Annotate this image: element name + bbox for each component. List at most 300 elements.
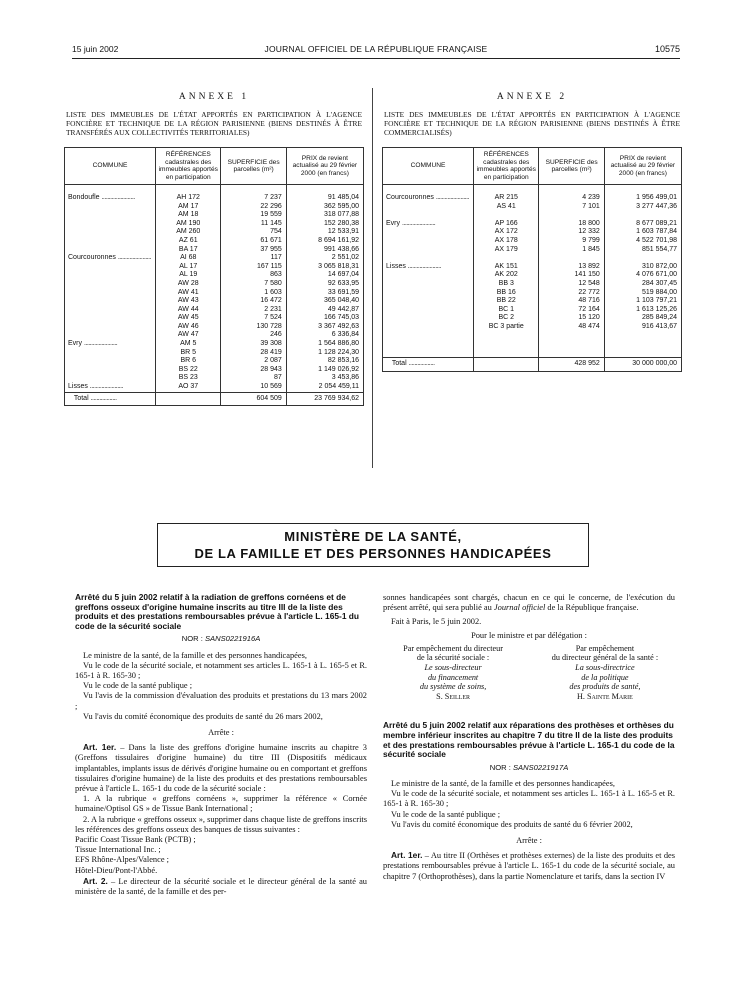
decree-2-visa-3: Vu l'avis du comité économique des produits de santé du 6 février 2002, xyxy=(391,819,633,829)
decree-2-preamble: Le ministre de la santé, de la famille et des personnes handicapées, xyxy=(391,778,615,788)
column-divider xyxy=(372,88,373,468)
spacer-cell xyxy=(604,349,681,358)
commune-cell xyxy=(65,331,156,340)
total-surface: 604 509 xyxy=(221,392,286,406)
price-cell: 166 745,03 xyxy=(286,314,363,323)
reference-cell: AL 17 xyxy=(156,263,221,272)
signatory-name: H. Sainte Marie xyxy=(576,691,633,701)
signature-title: du financement xyxy=(427,672,479,682)
surface-cell: 12 548 xyxy=(539,280,604,289)
price-cell: 310 872,00 xyxy=(604,263,681,272)
col-header-commune: COMMUNE xyxy=(383,148,474,185)
spacer-row xyxy=(383,254,682,263)
price-cell: 318 077,88 xyxy=(286,211,363,220)
spacer-cell xyxy=(383,349,474,358)
spacer-cell xyxy=(474,211,539,220)
bank-item: Tissue International Inc. ; xyxy=(75,845,161,855)
annex-1-description: LISTE DES IMMEUBLES DE L'ÉTAT APPORTÉS EN PARTICIPATION À L'AGENCE FONCIÈRE ET TECHNIQUE DE LA RÉGION PARISIENNE (BIENS DESTINÉS À ÊTRE TRANSFÉRÉS AUX COLLECTIVITÉS TERRITORIALES) xyxy=(66,110,362,137)
spacer-cell xyxy=(539,211,604,220)
commune-cell xyxy=(383,289,474,298)
decree-1-arrete: Arrête : xyxy=(208,728,234,737)
spacer-cell xyxy=(539,349,604,358)
spacer-cell xyxy=(539,185,604,194)
spacer-cell xyxy=(383,254,474,263)
price-cell: 916 413,67 xyxy=(604,323,681,332)
spacer-cell xyxy=(539,340,604,349)
commune-cell: Bondoufle ....................... xyxy=(65,194,156,203)
table-row xyxy=(65,383,364,392)
spacer-cell xyxy=(604,340,681,349)
bank-item: EFS Rhône-Alpes/Valence ; xyxy=(75,855,169,865)
reference-cell: AX 179 xyxy=(474,246,539,255)
price-cell: 8 694 161,92 xyxy=(286,237,363,246)
reference-cell: AW 41 xyxy=(156,289,221,298)
commune-cell xyxy=(383,203,474,212)
decree-1 xyxy=(75,593,367,897)
reference-cell: BC 2 xyxy=(474,314,539,323)
signature-title: de la politique xyxy=(581,672,629,682)
spacer-row xyxy=(383,340,682,349)
surface-cell: 28 419 xyxy=(221,349,286,358)
price-cell: 14 697,04 xyxy=(286,271,363,280)
signature-left xyxy=(383,644,523,702)
surface-cell: 130 728 xyxy=(221,323,286,332)
table-row xyxy=(65,211,364,220)
header-page-number: 10575 xyxy=(654,44,680,54)
spacer-cell xyxy=(221,185,286,194)
ministry-banner xyxy=(157,523,589,567)
table-row xyxy=(383,306,682,315)
surface-cell: 37 955 xyxy=(221,246,286,255)
spacer-row xyxy=(383,331,682,340)
page-header xyxy=(72,44,680,58)
commune-cell: Courcouronnes ....................... xyxy=(383,194,474,203)
spacer-cell xyxy=(474,340,539,349)
surface-cell: 22 296 xyxy=(221,203,286,212)
table-row xyxy=(65,340,364,349)
table-row xyxy=(65,263,364,272)
spacer-row xyxy=(383,185,682,194)
spacer-cell xyxy=(383,331,474,340)
article-text: sonnes handicapées sont chargés, chacun en ce qui le concerne, de l'exécution du présent arrêté, qui sera publié au xyxy=(383,593,675,613)
surface-cell: 7 237 xyxy=(221,194,286,203)
table-row xyxy=(383,297,682,306)
bank-item: Pacific Coast Tissue Bank (PCTB) ; xyxy=(75,835,196,845)
spacer-cell xyxy=(604,331,681,340)
price-cell: 1 956 499,01 xyxy=(604,194,681,203)
table-row xyxy=(383,314,682,323)
total-row xyxy=(65,392,364,406)
surface-cell: 2 087 xyxy=(221,357,286,366)
surface-cell: 863 xyxy=(221,271,286,280)
price-cell: 362 595,00 xyxy=(286,203,363,212)
surface-cell: 7 101 xyxy=(539,203,604,212)
spacer-cell xyxy=(156,185,221,194)
table-row xyxy=(383,203,682,212)
price-cell: 4 076 671,00 xyxy=(604,271,681,280)
leader-dots: ....................... xyxy=(83,340,118,348)
surface-cell: 9 799 xyxy=(539,237,604,246)
table-row xyxy=(65,237,364,246)
signature-title: des produits de santé, xyxy=(569,682,641,692)
signature-line: Par empêchement du directeur xyxy=(403,643,503,653)
surface-cell: 4 239 xyxy=(539,194,604,203)
annex-2 xyxy=(382,92,682,372)
price-cell: 91 485,04 xyxy=(286,194,363,203)
price-cell: 6 336,84 xyxy=(286,331,363,340)
commune-cell xyxy=(65,357,156,366)
spacer-cell xyxy=(604,211,681,220)
article-text-end: de la République française. xyxy=(545,603,639,613)
decree-2-nor xyxy=(383,763,675,773)
reference-cell: AK 202 xyxy=(474,271,539,280)
table-row xyxy=(383,194,682,203)
done-at: Fait à Paris, le 5 juin 2002. xyxy=(391,617,482,627)
article-label: Art. 1er. xyxy=(83,742,117,753)
signature-title: La sous-directrice xyxy=(575,663,635,672)
table-row xyxy=(65,306,364,315)
table-row xyxy=(65,289,364,298)
price-cell: 3 065 818,31 xyxy=(286,263,363,272)
table-row xyxy=(383,289,682,298)
annex-2-title: ANNEXE 2 xyxy=(496,92,568,102)
surface-cell: 2 231 xyxy=(221,306,286,315)
bank-item: Hôtel-Dieu/Pont-l'Abbé. xyxy=(75,865,158,875)
price-cell: 49 442,87 xyxy=(286,306,363,315)
commune-cell xyxy=(383,228,474,237)
surface-cell: 15 120 xyxy=(539,314,604,323)
table-row xyxy=(65,314,364,323)
commune-cell xyxy=(383,323,474,332)
price-cell: 3 453,86 xyxy=(286,374,363,383)
reference-cell: AW 43 xyxy=(156,297,221,306)
decree-1-preamble: Le ministre de la santé, de la famille et des personnes handicapées, xyxy=(83,650,307,660)
reference-cell: AW 28 xyxy=(156,280,221,289)
reference-cell: AP 166 xyxy=(474,220,539,229)
commune-cell xyxy=(65,289,156,298)
decree-1-article-1 xyxy=(75,742,367,794)
price-cell: 33 691,59 xyxy=(286,289,363,298)
surface-cell: 18 800 xyxy=(539,220,604,229)
col-header-price: PRIX de revient actualisé au 29 février 2000 (en francs) xyxy=(286,148,363,185)
price-cell: 1 564 886,80 xyxy=(286,340,363,349)
decree-1-article-2 xyxy=(75,876,367,897)
commune-cell: Courcouronnes ....................... xyxy=(65,254,156,263)
price-cell: 82 853,16 xyxy=(286,357,363,366)
spacer-cell xyxy=(474,331,539,340)
commune-cell xyxy=(65,323,156,332)
table-row xyxy=(65,271,364,280)
surface-cell: 117 xyxy=(221,254,286,263)
annex-1-title: ANNEXE 1 xyxy=(178,92,250,102)
spacer-row xyxy=(65,185,364,194)
reference-cell: AO 37 xyxy=(156,383,221,392)
decree-2-visa-1: Vu le code de la sécurité sociale, et notamment ses articles L. 165-1 à L. 165-5 et R. 165-1 à R. 165-30 ; xyxy=(383,789,675,809)
reference-cell: AW 45 xyxy=(156,314,221,323)
price-cell: 3 277 447,36 xyxy=(604,203,681,212)
decree-1-item-1: 1. A la rubrique « greffons cornéens », supprimer la référence « Cornée humaine/Optisol GS » de Tissue Bank International ; xyxy=(75,794,367,814)
decree-1-title: Arrêté du 5 juin 2002 relatif à la radiation de greffons cornéens et de greffons osseux d'origine humaine inscrits au titre III de la liste des produits et des prestations remboursables prévue à l'article L. 165-1 du code de la sécurité sociale xyxy=(75,592,360,631)
nor-label: NOR : xyxy=(181,634,203,644)
price-cell: 1 613 125,26 xyxy=(604,306,681,315)
commune-cell xyxy=(65,228,156,237)
commune-cell: Evry ....................... xyxy=(65,340,156,349)
decree-2-arrete: Arrête : xyxy=(516,835,542,845)
total-label: Total .................. xyxy=(65,392,156,406)
article-label: Art. 2. xyxy=(83,875,108,886)
price-cell: 152 280,38 xyxy=(286,220,363,229)
surface-cell: 22 772 xyxy=(539,289,604,298)
signature-line: Par empêchement xyxy=(575,643,635,653)
total-price: 23 769 934,62 xyxy=(286,392,363,406)
reference-cell: BC 1 xyxy=(474,306,539,315)
price-cell: 851 554,77 xyxy=(604,246,681,255)
table-row xyxy=(65,203,364,212)
table-row xyxy=(65,357,364,366)
article-text: – Au titre II (Orthèses et prothèses externes) de la liste des produits et des prestations remboursables prévue à l'article L. 165-1 du code de la sécurité sociale, au chapitre 7 (Orthoprothèses), dans la partie Nomenclature et tarifs, dans la section IV xyxy=(383,851,675,881)
table-row xyxy=(65,194,364,203)
commune-cell xyxy=(383,237,474,246)
commune-cell xyxy=(383,271,474,280)
total-label: Total .................. xyxy=(383,358,474,372)
leader-dots: .................. xyxy=(408,360,435,368)
commune-cell xyxy=(65,203,156,212)
price-cell: 284 307,45 xyxy=(604,280,681,289)
commune-cell xyxy=(65,314,156,323)
col-header-surface: SUPERFICIE des parcelles (m²) xyxy=(221,148,286,185)
commune-cell xyxy=(65,349,156,358)
surface-cell: 72 164 xyxy=(539,306,604,315)
reference-cell: BS 22 xyxy=(156,366,221,375)
reference-cell: AZ 61 xyxy=(156,237,221,246)
table-row xyxy=(65,331,364,340)
table-row xyxy=(65,280,364,289)
table-row xyxy=(65,246,364,255)
spacer-cell xyxy=(604,185,681,194)
col-header-references: RÉFÉRENCES cadastrales des immeubles apportés en participation xyxy=(156,148,221,185)
decree-1-visa-4: Vu l'avis du comité économique des produits de santé du 26 mars 2002, xyxy=(83,711,323,721)
leader-dots: ....................... xyxy=(435,193,470,201)
decree-1-nor xyxy=(75,634,367,644)
spacer-cell xyxy=(474,254,539,263)
commune-cell xyxy=(383,306,474,315)
commune-cell xyxy=(65,246,156,255)
spacer-cell xyxy=(383,340,474,349)
signature-title: du système de soins, xyxy=(419,682,487,692)
commune-cell xyxy=(65,271,156,280)
reference-cell: BB 3 xyxy=(474,280,539,289)
price-cell: 12 533,91 xyxy=(286,228,363,237)
ministry-line-1: MINISTÈRE DE LA SANTÉ, xyxy=(284,529,462,544)
table-row xyxy=(383,246,682,255)
surface-cell: 39 308 xyxy=(221,340,286,349)
col-header-price: PRIX de revient actualisé au 29 février 2000 (en francs) xyxy=(604,148,681,185)
spacer-row xyxy=(383,349,682,358)
signatory-name: S. Seiller xyxy=(436,691,471,701)
table-row xyxy=(65,323,364,332)
commune-cell xyxy=(65,366,156,375)
surface-cell: 7 524 xyxy=(221,314,286,323)
nor-code: SANS0221916A xyxy=(204,634,261,644)
total-row xyxy=(383,358,682,372)
decree-1-article-2-end xyxy=(383,593,675,613)
table-row xyxy=(383,271,682,280)
surface-cell: 28 943 xyxy=(221,366,286,375)
signature-line: de la sécurité sociale : xyxy=(416,653,490,663)
reference-cell: BS 23 xyxy=(156,374,221,383)
leader-dots: ....................... xyxy=(117,254,152,262)
surface-cell: 13 892 xyxy=(539,263,604,272)
price-cell: 1 128 224,30 xyxy=(286,349,363,358)
delegation: Pour le ministre et par délégation : xyxy=(471,630,587,640)
price-cell: 4 522 701,98 xyxy=(604,237,681,246)
header-rule xyxy=(72,58,680,59)
col-header-surface: SUPERFICIE des parcelles (m²) xyxy=(539,148,604,185)
price-cell: 285 849,24 xyxy=(604,314,681,323)
price-cell: 2 054 459,11 xyxy=(286,383,363,392)
surface-cell: 10 569 xyxy=(221,383,286,392)
surface-cell: 87 xyxy=(221,374,286,383)
decree-1-continuation xyxy=(383,593,675,882)
surface-cell: 48 474 xyxy=(539,323,604,332)
table-row xyxy=(65,349,364,358)
reference-cell: BR 5 xyxy=(156,349,221,358)
decree-1-visa-2: Vu le code de la santé publique ; xyxy=(83,681,193,691)
signature-line: du directeur général de la santé : xyxy=(551,653,659,663)
commune-cell xyxy=(65,280,156,289)
article-text: – Le directeur de la sécurité sociale et le directeur général de la santé au ministère de la santé, de la famille et des per- xyxy=(75,876,367,897)
header-date: 15 juin 2002 xyxy=(72,44,119,54)
decree-1-visa-3: Vu l'avis de la commission d'évaluation des produits et prestations du 13 mars 2002 ; xyxy=(75,691,367,711)
surface-cell: 16 472 xyxy=(221,297,286,306)
price-cell: 92 633,95 xyxy=(286,280,363,289)
price-cell: 1 149 026,92 xyxy=(286,366,363,375)
reference-cell: AM 190 xyxy=(156,220,221,229)
spacer-cell xyxy=(286,185,363,194)
commune-cell xyxy=(383,246,474,255)
table-row xyxy=(65,297,364,306)
price-cell: 8 677 089,21 xyxy=(604,220,681,229)
signature-title: Le sous-directeur xyxy=(424,663,482,672)
leader-dots: ....................... xyxy=(401,219,436,227)
surface-cell: 246 xyxy=(221,331,286,340)
surface-cell: 48 716 xyxy=(539,297,604,306)
table-row xyxy=(383,280,682,289)
spacer-cell xyxy=(474,185,539,194)
commune-cell xyxy=(65,306,156,315)
commune-cell xyxy=(383,297,474,306)
leader-dots: ....................... xyxy=(89,383,124,391)
journal-officiel-ref: Journal officiel xyxy=(493,603,546,613)
price-cell: 1 603 787,84 xyxy=(604,228,681,237)
reference-cell: AK 151 xyxy=(474,263,539,272)
table-row xyxy=(65,366,364,375)
spacer-cell xyxy=(65,185,156,194)
leader-dots: ....................... xyxy=(407,262,442,270)
surface-cell: 12 332 xyxy=(539,228,604,237)
table-row xyxy=(65,374,364,383)
reference-cell: BA 17 xyxy=(156,246,221,255)
col-header-commune: COMMUNE xyxy=(65,148,156,185)
commune-cell xyxy=(65,263,156,272)
decree-2-title: Arrêté du 5 juin 2002 relatif aux réparations des prothèses et orthèses du membre inférieur inscrites au chapitre 7 du titre II de la liste des produits et des prestations remboursables prévue à l'article L. 165-1 du code de la sécurité sociale xyxy=(383,720,675,760)
table-row xyxy=(383,220,682,229)
reference-cell: AR 215 xyxy=(474,194,539,203)
surface-cell: 11 145 xyxy=(221,220,286,229)
table-row xyxy=(65,254,364,263)
surface-cell: 19 559 xyxy=(221,211,286,220)
table-row xyxy=(65,220,364,229)
nor-code: SANS0221917A xyxy=(512,762,569,772)
reference-cell: AW 47 xyxy=(156,331,221,340)
col-header-references: RÉFÉRENCES cadastrales des immeubles apportés en participation xyxy=(474,148,539,185)
spacer-cell xyxy=(383,211,474,220)
surface-cell: 1 845 xyxy=(539,246,604,255)
commune-cell xyxy=(65,237,156,246)
reference-cell: BC 3 partie xyxy=(474,323,539,332)
spacer-cell xyxy=(604,254,681,263)
commune-cell xyxy=(65,374,156,383)
total-price: 30 000 000,00 xyxy=(604,358,681,372)
commune-cell: Lisses ....................... xyxy=(383,263,474,272)
decree-2-article-1 xyxy=(383,850,675,882)
total-reference-cell xyxy=(156,392,221,406)
article-label: Art. 1er. xyxy=(391,850,423,861)
reference-cell: AM 5 xyxy=(156,340,221,349)
reference-cell: BB 22 xyxy=(474,297,539,306)
price-cell: 365 048,40 xyxy=(286,297,363,306)
table-row xyxy=(383,263,682,272)
reference-cell: AL 19 xyxy=(156,271,221,280)
price-cell: 519 884,00 xyxy=(604,289,681,298)
table-row xyxy=(383,323,682,332)
reference-cell: BB 16 xyxy=(474,289,539,298)
ministry-line-2: DE LA FAMILLE ET DES PERSONNES HANDICAPÉES xyxy=(194,546,552,561)
signatures xyxy=(383,644,675,702)
surface-cell: 61 671 xyxy=(221,237,286,246)
spacer-cell xyxy=(539,331,604,340)
decree-2-visa-2: Vu le code de la santé publique ; xyxy=(391,809,501,819)
annex-1-table xyxy=(64,147,364,406)
reference-cell: BR 6 xyxy=(156,357,221,366)
reference-cell: AX 178 xyxy=(474,237,539,246)
commune-cell xyxy=(383,314,474,323)
header-journal-title: JOURNAL OFFICIEL DE LA RÉPUBLIQUE FRANÇAISE xyxy=(264,44,488,54)
decree-1-visa-1: Vu le code de la sécurité sociale, et notamment ses articles L. 165-1 à L. 165-5 et R. 165-1 à R. 165-30 ; xyxy=(75,660,367,680)
price-cell: 3 367 492,63 xyxy=(286,323,363,332)
nor-label: NOR : xyxy=(489,762,511,772)
surface-cell: 754 xyxy=(221,228,286,237)
reference-cell: AI 68 xyxy=(156,254,221,263)
article-text: – Dans la liste des greffons d'origine humaine inscrits au chapitre 3 (Greffons tissulaires d'origine humaine) du titre III (Dispositifs médicaux implantables, implants issus de dérivés d'origine humaine ou en comportant et greffons tissulaires d'origine humaine) de la liste des produits et des prestations remboursables prévue à l'article L. 165-1 du code de la sécurité sociale : xyxy=(75,743,367,794)
reference-cell: AW 46 xyxy=(156,323,221,332)
table-row xyxy=(65,228,364,237)
annex-2-description: LISTE DES IMMEUBLES DE L'ÉTAT APPORTÉS EN PARTICIPATION À L'AGENCE FONCIÈRE ET TECHNIQUE DE LA RÉGION PARISIENNE (BIENS DESTINÉS À ÊTRE COMMERCIALISÉS) xyxy=(384,110,680,137)
commune-cell: Evry ....................... xyxy=(383,220,474,229)
commune-cell xyxy=(65,220,156,229)
reference-cell: AM 18 xyxy=(156,211,221,220)
annex-2-table xyxy=(382,147,682,372)
spacer-row xyxy=(383,211,682,220)
surface-cell: 141 150 xyxy=(539,271,604,280)
total-reference-cell xyxy=(474,358,539,372)
total-surface: 428 952 xyxy=(539,358,604,372)
surface-cell: 1 603 xyxy=(221,289,286,298)
table-row xyxy=(383,237,682,246)
leader-dots: ....................... xyxy=(101,193,135,201)
signature-right xyxy=(535,644,675,702)
reference-cell: AX 172 xyxy=(474,228,539,237)
